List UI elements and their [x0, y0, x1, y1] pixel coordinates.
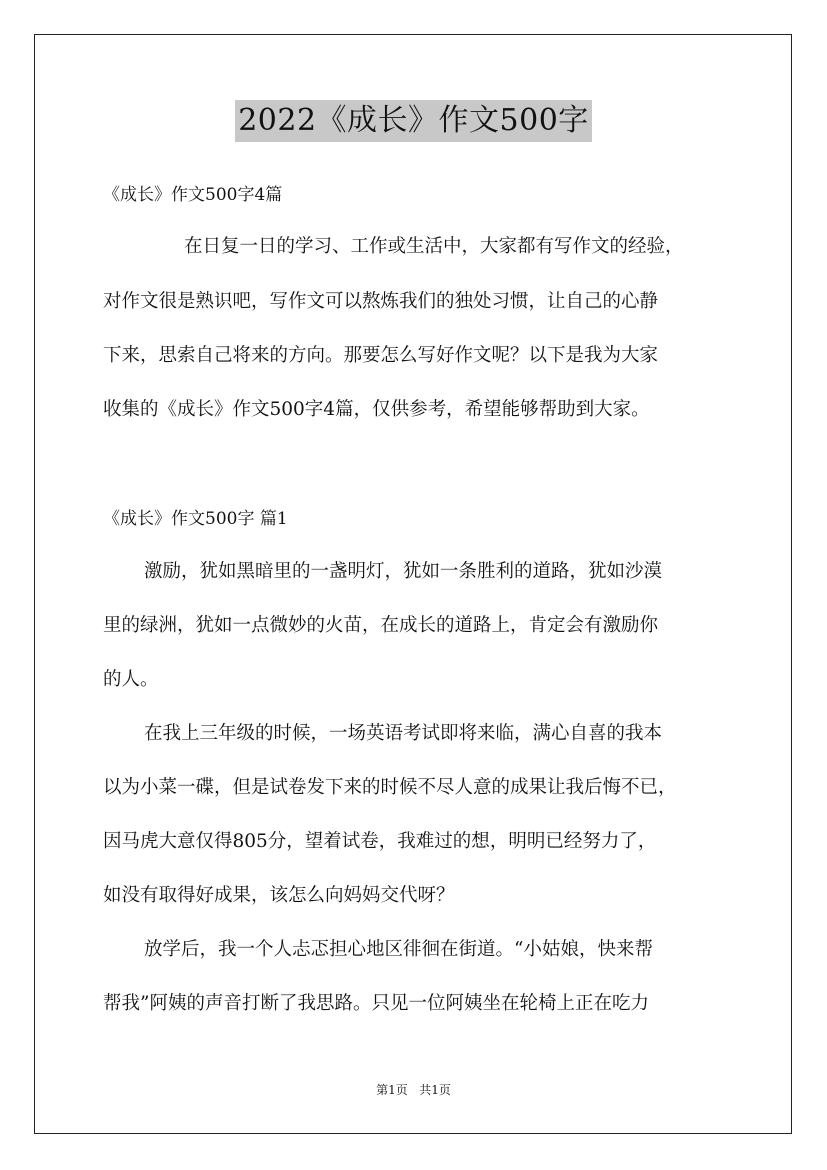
intro-line: 对作文很是熟识吧，写作文可以熬炼我们的独处习惯，让自己的心静 — [103, 291, 659, 312]
body-line: 如没有取得好成果，该怎么向妈妈交代呀？ — [103, 885, 455, 906]
intro-line: 下来，思索自己将来的方向。那要怎么写好作文呢？以下是我为大家 — [103, 345, 659, 366]
intro-line: 收集的《成长》作文500字4篇，仅供参考，希望能够帮助到大家。 — [103, 399, 650, 420]
intro-line: 在日复一日的学习、工作或生活中，大家都有写作文的经验， — [184, 236, 684, 257]
page-footer — [0, 1082, 827, 1098]
body-line: 放学后，我一个人忐忑担心地区徘徊在街道。“小姑娘，快来帮 — [144, 939, 653, 960]
body-line: 的人。 — [103, 669, 159, 690]
body-line: 在我上三年级的时候，一场英语考试即将来临，满心自喜的我本 — [144, 723, 663, 744]
page-total: 共1页 — [419, 1083, 451, 1097]
body-line: 激励，犹如黑暗里的一盏明灯，犹如一条胜利的道路，犹如沙漠 — [144, 561, 663, 582]
body-line: 里的绿洲，犹如一点微妙的火苗，在成长的道路上，肯定会有激励你 — [103, 615, 659, 636]
body-line: 帮我”阿姨的声音打断了我思路。只见一位阿姨坐在轮椅上正在吃力 — [103, 993, 649, 1014]
body-line: 以为小菜一碟，但是试卷发下来的时候不尽人意的成果让我后悔不已， — [103, 777, 677, 798]
document-title: 2022《成长》作文500字 — [235, 100, 592, 142]
section-heading: 《成长》作文500字 篇1 — [103, 509, 288, 529]
body-line: 因马虎大意仅得805分，望着试卷，我难过的想，明明已经努力了， — [103, 831, 657, 852]
document-subtitle: 《成长》作文500字4篇 — [103, 185, 283, 205]
title-container — [0, 100, 827, 142]
page-number: 第1页 — [376, 1083, 408, 1097]
